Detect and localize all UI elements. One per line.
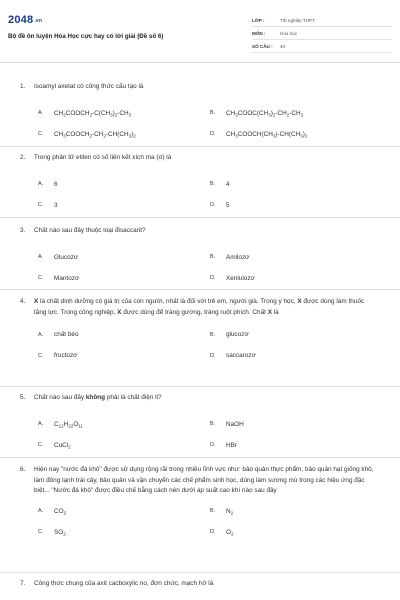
option-text: $C_{12}H_{22}O_{11}$	[54, 420, 83, 428]
question-stem	[0, 226, 400, 237]
option-text: $CH_3COOCH_2-C(CH_3)_2-CH_3$	[54, 109, 132, 117]
meta-value: Hóa học	[280, 30, 298, 36]
option-label: B.	[210, 110, 216, 116]
option-b[interactable]	[210, 110, 390, 117]
option-d[interactable]	[210, 442, 390, 449]
options-row	[0, 501, 400, 522]
option-label: C.	[38, 275, 44, 281]
question-separator	[0, 386, 400, 387]
exam-header	[0, 0, 400, 62]
question-5	[0, 393, 400, 456]
option-b[interactable]	[210, 181, 390, 188]
question-7	[0, 579, 400, 590]
options-row	[0, 324, 400, 345]
question-3	[0, 226, 400, 289]
meta-row-subject	[252, 27, 392, 40]
option-a[interactable]	[0, 110, 210, 117]
option-label: B.	[210, 421, 216, 427]
option-text: 4	[226, 180, 230, 188]
options-row	[0, 522, 400, 543]
option-text: 3	[54, 201, 58, 209]
question-text: Chất nào sau đây thuộc loại đisaccarit?	[34, 227, 146, 234]
question-text: Hiện nay "nước đá khô" được sử dụng rộng rãi trong nhiều lĩnh vực như: bảo quản thực phẩm, bảo quản hạt giống khô, làm đông lạnh trái cây, bảo quản và vận chuyển các chế phẩm sinh học, dùng làm sương mù trong các hiệu ứng đặc biệt... "Nước đá khô" được điều chế bằng cách nén dưới áp suất cao khí nào sau đây	[34, 466, 374, 494]
question-separator	[0, 289, 400, 290]
option-label: B.	[210, 331, 216, 338]
options-row	[0, 174, 400, 195]
option-text: saccarozơ	[226, 352, 256, 359]
question-stem	[0, 465, 400, 497]
option-text: Xenlulozơ	[226, 274, 255, 282]
question-number: 1.	[20, 83, 26, 90]
option-c[interactable]	[0, 202, 210, 209]
logo-tld: .vn	[34, 18, 43, 24]
question-number: 7.	[20, 580, 26, 587]
option-a[interactable]	[0, 254, 210, 261]
option-label: A.	[38, 181, 44, 187]
option-text: HBr	[226, 441, 238, 449]
question-text: Công thức chung của axit cacboxylic no, đơn chức, mạch hở là	[34, 580, 214, 587]
option-text: Amilozơ	[226, 253, 250, 261]
meta-label: LỚP :	[252, 17, 265, 23]
logo-text: 2048	[8, 14, 34, 26]
question-text: X là chất dinh dưỡng có giá trị của con người, nhất là đối với trẻ em, người già. Trong y học, X được dùng làm thuốc tăng lực. Trong công nghiệp, X được dùng để tráng gương, tráng ruột phích. Chất X là	[34, 298, 365, 316]
question-number: 6.	[20, 466, 26, 473]
option-d[interactable]	[210, 202, 390, 209]
options	[0, 174, 400, 216]
options-row	[0, 268, 400, 289]
question-text: Chất nào sau đây không phải là chất điện li?	[34, 394, 162, 401]
meta-value: 40	[280, 43, 286, 49]
meta-row-count	[252, 40, 392, 53]
option-b[interactable]	[210, 421, 390, 428]
option-text: Glucozơ	[54, 253, 79, 261]
option-text: 5	[226, 201, 230, 209]
question-separator	[0, 457, 400, 458]
question-stem	[0, 393, 400, 404]
option-a[interactable]	[0, 181, 210, 188]
option-text: glucozơ	[226, 331, 249, 338]
question-separator	[0, 572, 400, 573]
option-label: D.	[210, 131, 216, 137]
exam-meta	[252, 14, 392, 53]
option-label: D.	[210, 275, 216, 281]
question-stem	[0, 153, 400, 164]
meta-label: SỐ CÂU :	[252, 43, 273, 49]
option-c[interactable]	[0, 352, 210, 359]
option-b[interactable]	[210, 331, 390, 338]
option-c[interactable]	[0, 442, 210, 449]
option-label: C.	[38, 529, 44, 535]
option-text: NaOH	[226, 420, 244, 428]
option-label: D.	[210, 202, 216, 208]
options	[0, 324, 400, 366]
option-label: C.	[38, 131, 44, 137]
option-label: D.	[210, 529, 216, 535]
option-text: $O_2$	[226, 528, 234, 536]
option-label: D.	[210, 352, 216, 359]
option-text: fructozơ	[54, 352, 78, 359]
option-d[interactable]	[210, 529, 390, 536]
option-text: $CH_3COOCH(CH_3)-CH(CH_3)_2$	[226, 130, 308, 138]
option-label: A.	[38, 331, 44, 338]
option-label: B.	[210, 508, 216, 514]
question-1	[0, 82, 400, 145]
options	[0, 103, 400, 145]
option-label: A.	[38, 254, 44, 260]
option-label: C.	[38, 202, 44, 208]
options-row	[0, 195, 400, 216]
question-text: Isoamyl axetat có công thức cấu tạo là	[34, 83, 144, 90]
option-d[interactable]	[210, 275, 390, 282]
site-logo[interactable]	[8, 14, 42, 26]
question-stem	[0, 297, 400, 318]
question-separator	[0, 146, 400, 147]
question-4	[0, 297, 400, 366]
options-row	[0, 124, 400, 145]
option-a[interactable]	[0, 421, 210, 428]
option-label: A.	[38, 421, 44, 427]
option-text: $CH_3COOCH_2-CH_2-CH(CH_3)_2$	[54, 130, 136, 138]
exam-title: Bộ đề ôn luyện Hóa Học cực hay có lời giải (Đề số 6)	[8, 33, 164, 40]
question-number: 2.	[20, 154, 26, 161]
option-b[interactable]	[210, 254, 390, 261]
question-text: Trong phân tử etilen có số liên kết xích ma (σ) là	[34, 154, 172, 161]
question-separator	[0, 217, 400, 218]
option-label: C.	[38, 352, 44, 359]
options	[0, 247, 400, 289]
option-label: C.	[38, 442, 44, 448]
option-text: CuCl$_2$	[54, 441, 71, 449]
option-label: A.	[38, 508, 44, 514]
option-text: $CO_2$	[54, 507, 67, 515]
options-row	[0, 103, 400, 124]
option-text: Mantozơ	[54, 274, 80, 282]
header-divider	[0, 62, 400, 63]
options-row	[0, 345, 400, 366]
option-a[interactable]	[0, 331, 210, 338]
option-text: $CH_3COOC(CH_3)_2-CH_2-CH_3$	[226, 109, 304, 117]
option-label: B.	[210, 181, 216, 187]
question-number: 3.	[20, 227, 26, 234]
option-text: 6	[54, 180, 58, 188]
options	[0, 414, 400, 456]
option-text: chất béo	[54, 331, 79, 338]
option-label: D.	[210, 442, 216, 448]
option-a[interactable]	[0, 508, 210, 515]
option-d[interactable]	[210, 352, 390, 359]
question-2	[0, 153, 400, 216]
options-row	[0, 247, 400, 268]
question-number: 5.	[20, 394, 26, 401]
options-row	[0, 414, 400, 435]
option-c[interactable]	[0, 275, 210, 282]
options-row	[0, 435, 400, 456]
question-6	[0, 465, 400, 543]
question-stem	[0, 82, 400, 93]
question-number: 4.	[20, 298, 26, 305]
meta-value: Tốt nghiệp THPT	[280, 17, 315, 23]
option-label: B.	[210, 254, 216, 260]
question-stem	[0, 579, 400, 590]
meta-label: MÔN :	[252, 30, 266, 36]
option-label: A.	[38, 110, 44, 116]
meta-row-class	[252, 14, 392, 27]
option-c[interactable]	[0, 529, 210, 536]
option-c[interactable]	[0, 131, 210, 138]
option-d[interactable]	[210, 131, 390, 138]
option-b[interactable]	[210, 508, 390, 515]
option-text: $SO_2$	[54, 528, 66, 536]
options	[0, 501, 400, 543]
option-text: $N_2$	[226, 507, 234, 515]
